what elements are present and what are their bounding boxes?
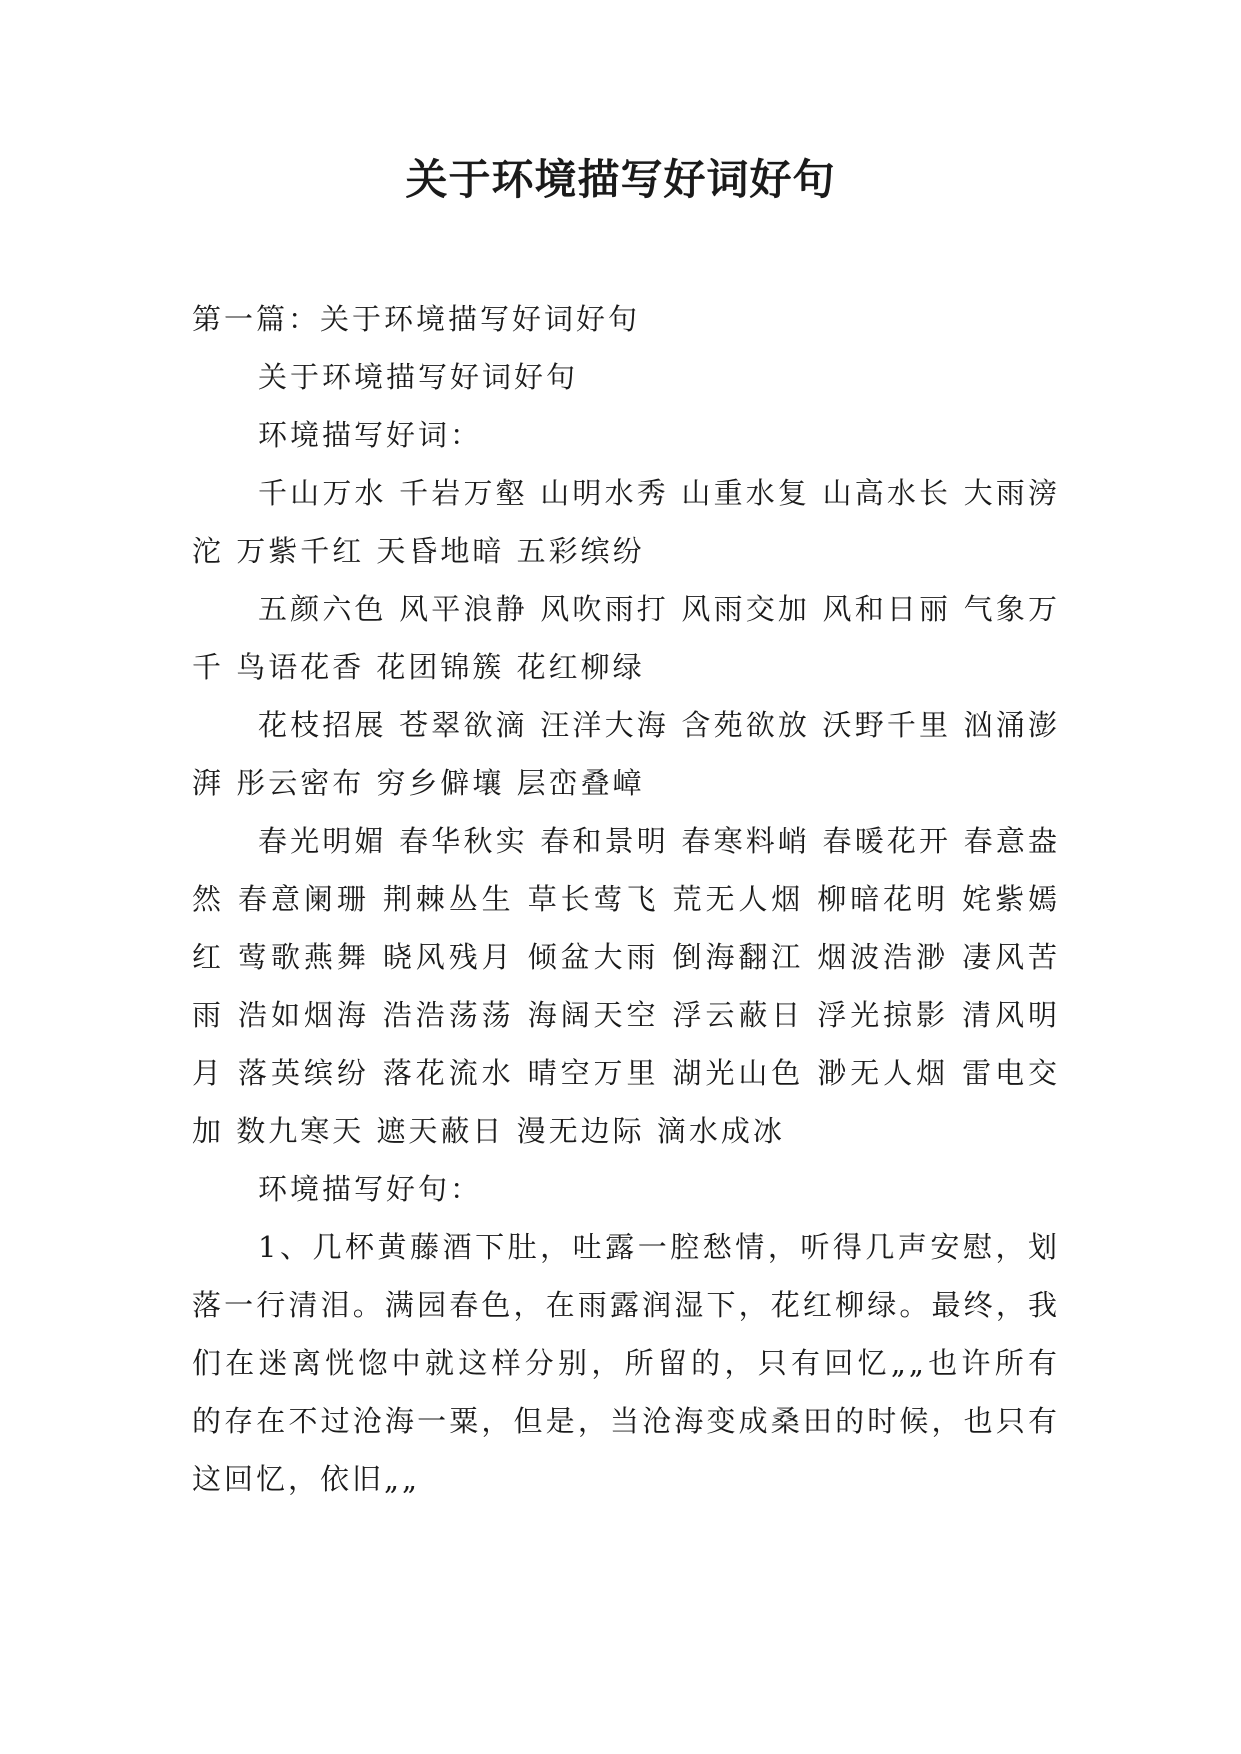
sentence-paragraph: 1、几杯黄藤酒下肚，吐露一腔愁情，听得几声安慰，划落一行清泪。满园春色，在雨露润湿下，花红柳绿。最终，我们在迷离恍惚中就这样分别，所留的，只有回忆„„也许所有的存在不过沧海一粟，但是，当沧海变成桑田的时候，也只有这回忆，依旧„„: [192, 1230, 1060, 1496]
word-paragraph: 五颜六色 风平浪静 风吹雨打 风雨交加 风和日丽 气象万千 鸟语花香 花团锦簇 花红柳绿: [192, 592, 1060, 684]
document-title: 关于环境描写好词好句: [405, 155, 836, 204]
word-paragraph: 千山万水 千岩万壑 山明水秀 山重水复 山高水长 大雨滂沱 万紫千红 天昏地暗 五彩缤纷: [192, 476, 1060, 568]
document-body: [192, 290, 1060, 1508]
word-paragraph: 春光明媚 春华秋实 春和景明 春寒料峭 春暖花开 春意盎然 春意阑珊 荆棘丛生 草长莺飞 荒无人烟 柳暗花明 姹紫嫣红 莺歌燕舞 晓风残月 倾盆大雨 倒海翻江 烟波浩渺 凄风苦雨 浩如烟海 浩浩荡荡 海阔天空 浮云蔽日 浮光掠影 清风明月 落英缤纷 落花流水 晴空万里 湖光山色 渺无人烟 雷电交加 数九寒天 遮天蔽日 漫无边际 滴水成冰: [192, 824, 1060, 1148]
word-paragraph: 花枝招展 苍翠欲滴 汪洋大海 含苑欲放 沃野千里 汹涌澎湃 彤云密布 穷乡僻壤 层峦叠嶂: [192, 708, 1060, 800]
words-heading: 环境描写好词：: [258, 418, 483, 452]
chapter-heading: 第一篇：关于环境描写好词好句: [192, 302, 641, 336]
section-subtitle: 关于环境描写好词好句: [258, 360, 579, 394]
sentences-heading: 环境描写好句：: [258, 1172, 483, 1206]
